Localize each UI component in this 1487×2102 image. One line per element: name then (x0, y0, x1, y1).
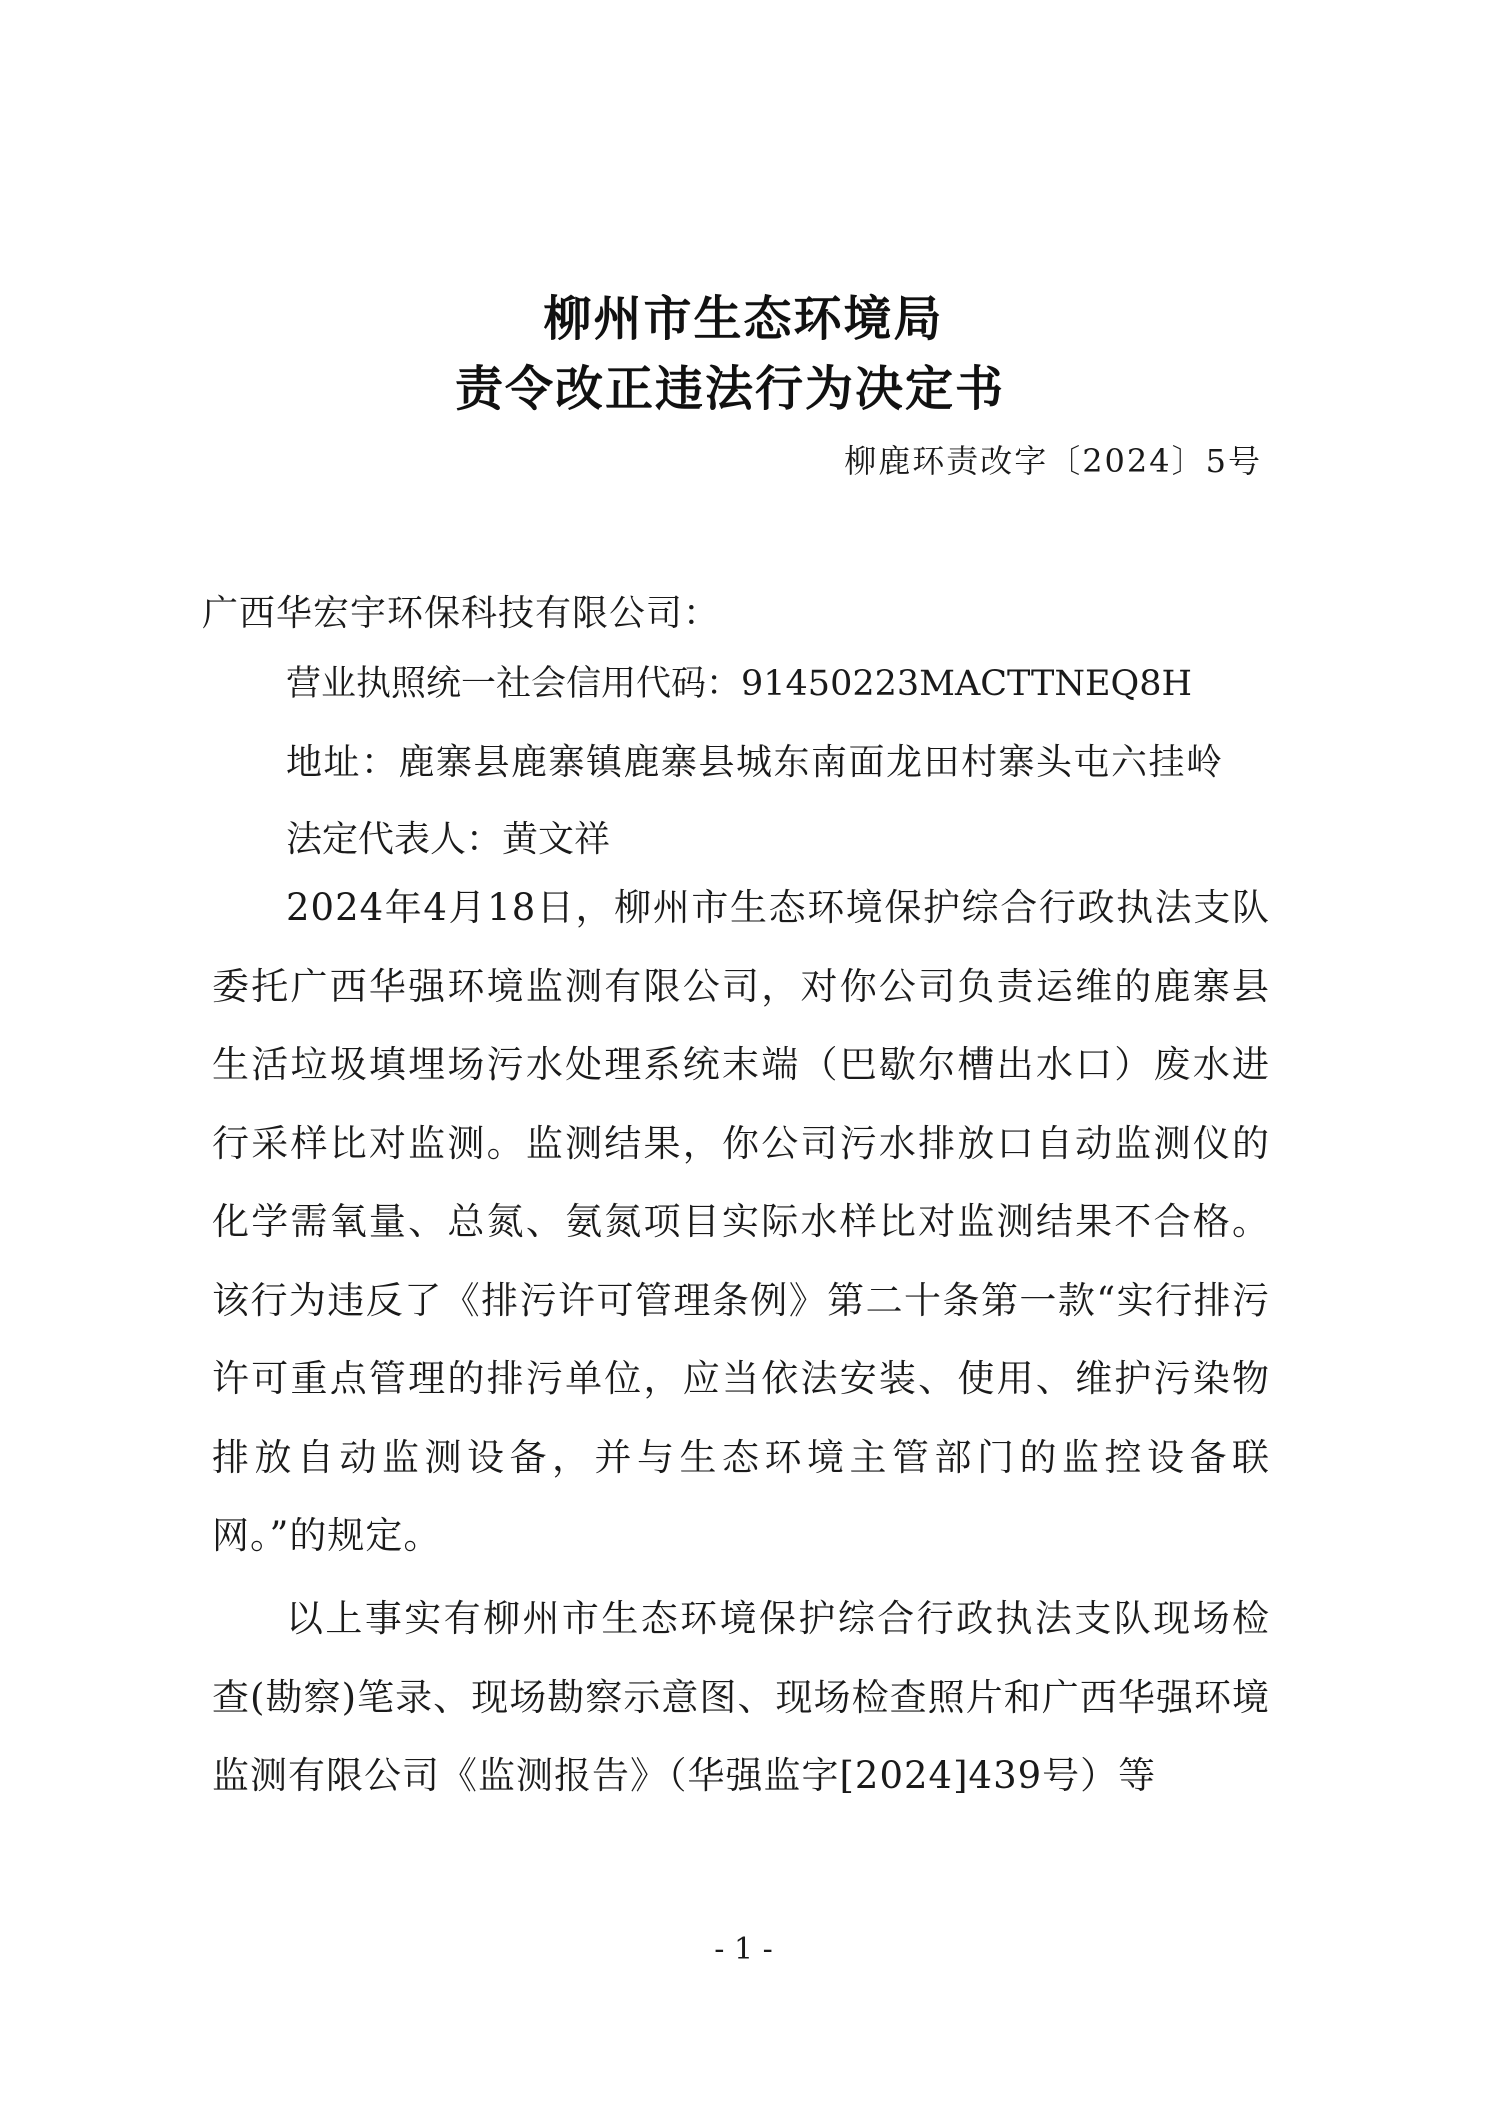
violation-paragraph: 2024年4月18日，柳州市生态环境保护综合行政执法支队委托广西华强环境监测有限公司，对你公司负责运维的鹿寨县生活垃圾填埋场污水处理系统末端（巴歇尔槽出水口）废水进行采样比对监测。监测结果，你公司污水排放口自动监测仪的化学需氧量、总氮、氨氮项目实际水样比对监测结果不合格。该行为违反了《排污许可管理条例》第二十条第一款“实行排污许可重点管理的排污单位，应当依法安装、使用、维护污染物排放自动监测设备，并与生态环境主管部门的监控设备联网。”的规定。 (212, 886, 1270, 1557)
issuer-title: 柳州市生态环境局 (543, 291, 944, 347)
page-number: - 1 - (714, 1932, 773, 1967)
address: 地址：鹿寨县鹿寨镇鹿寨县城东南面龙田村寨头屯六挂岭 (286, 742, 1224, 783)
document-title: 责令改正违法行为决定书 (454, 361, 1005, 417)
credit-code: 营业执照统一社会信用代码：91450223MACTTNEQ8H (286, 664, 1193, 704)
legal-representative: 法定代表人：黄文祥 (286, 819, 611, 860)
document-number: 柳鹿环责改字〔2024〕5号 (844, 442, 1262, 480)
evidence-paragraph: 以上事实有柳州市生态环境保护综合行政执法支队现场检查(勘察)笔录、现场勘察示意图、现场检查照片和广西华强环境监测有限公司《监测报告》（华强监字[2024]439号）等 (212, 1597, 1270, 1797)
recipient-name: 广西华宏宇环保科技有限公司： (202, 593, 721, 634)
